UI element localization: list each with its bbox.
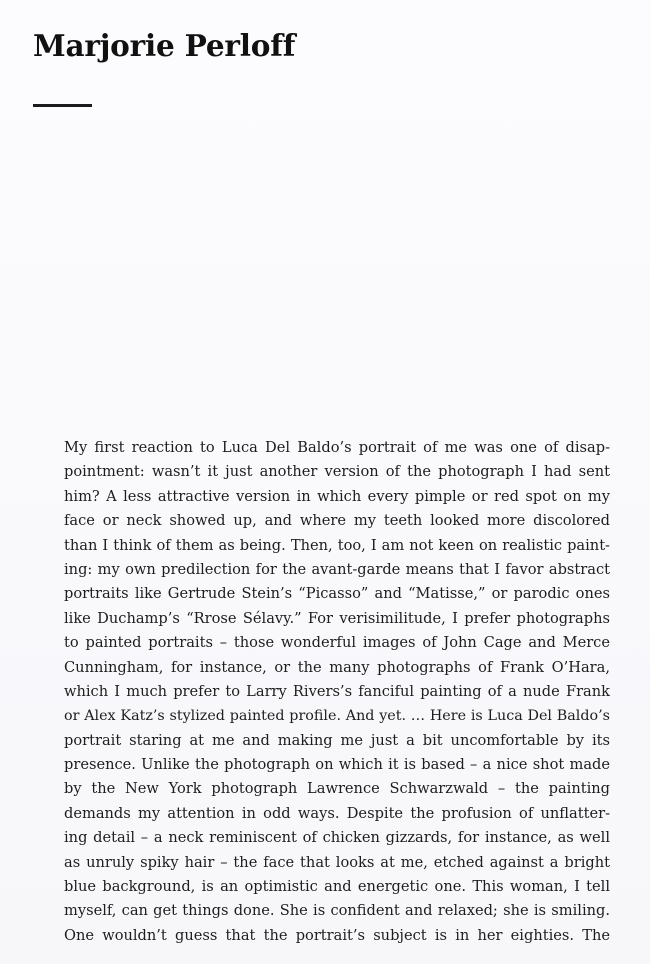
author-heading: Marjorie Perloff bbox=[33, 28, 296, 63]
essay-line: ing detail – a neck reminiscent of chicken gizzards, for instance, as well bbox=[64, 829, 610, 847]
essay-line: pointment: wasn’t it just another version of the photograph I had sent bbox=[64, 463, 610, 481]
essay-line: face or neck showed up, and where my teeth looked more discolored bbox=[64, 512, 610, 530]
essay-line: or Alex Katz’s stylized painted profile. And yet. … Here is Luca Del Baldo’s bbox=[64, 708, 610, 725]
essay-line: to painted portraits – those wonderful images of John Cage and Merce bbox=[64, 634, 610, 652]
essay-line: portraits like Gertrude Stein’s “Picasso” and “Matisse,” or parodic ones bbox=[64, 585, 610, 603]
heading-rule bbox=[33, 104, 92, 107]
essay-line: than I think of them as being. Then, too, I am not keen on realistic paint- bbox=[64, 536, 610, 554]
essay-line: One wouldn’t guess that the portrait’s subject is in her eighties. The bbox=[64, 926, 610, 944]
essay-line: demands my attention in odd ways. Despite the profusion of unflatter- bbox=[64, 804, 610, 822]
essay-line: him? A less attractive version in which every pimple or red spot on my bbox=[64, 487, 610, 505]
essay-line: My first reaction to Luca Del Baldo’s portrait of me was one of disap- bbox=[64, 439, 610, 456]
essay-line: presence. Unlike the photograph on which it is based – a nice shot made bbox=[64, 756, 610, 774]
essay-line: ing: my own predilection for the avant-garde means that I favor abstract bbox=[64, 560, 610, 578]
essay-line: by the New York photograph Lawrence Schwarzwald – the painting bbox=[64, 780, 610, 798]
essay-line: blue background, is an optimistic and energetic one. This woman, I tell bbox=[64, 878, 610, 896]
essay-line: which I much prefer to Larry Rivers’s fanciful painting of a nude Frank bbox=[64, 682, 610, 700]
essay-line: like Duchamp’s “Rrose Sélavy.” For verisimilitude, I prefer photographs bbox=[64, 609, 610, 627]
essay-line: as unruly spiky hair – the face that looks at me, etched against a bright bbox=[64, 853, 610, 871]
essay-line: myself, can get things done. She is confident and relaxed; she is smiling. bbox=[64, 902, 610, 920]
essay-line: portrait staring at me and making me just a bit uncomfortable by its bbox=[64, 731, 610, 749]
essay-line: Cunningham, for instance, or the many photographs of Frank O’Hara, bbox=[64, 658, 610, 676]
essay-body bbox=[64, 436, 610, 948]
